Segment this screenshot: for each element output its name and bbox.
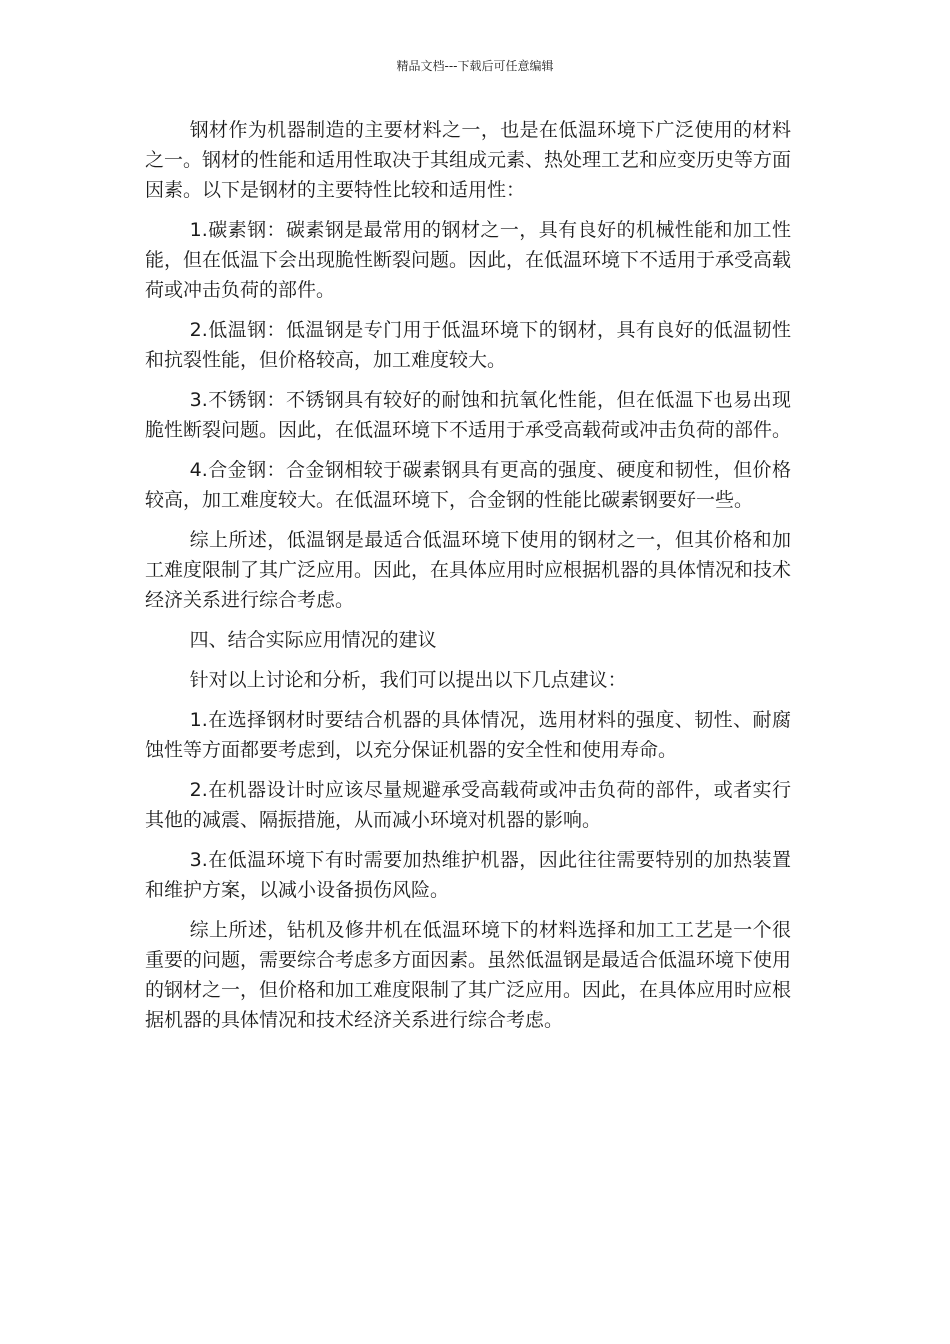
- paragraph-suggestions-intro: 针对以上讨论和分析，我们可以提出以下几点建议：: [189, 669, 627, 691]
- paragraph-intro: 钢材作为机器制造的主要材料之一，也是在低温环境下广泛使用的材料之一。钢材的性能和适用性取决于其组成元素、热处理工艺和应变历史等方面因素。以下是钢材的主要特性比较和适用性：: [145, 119, 792, 201]
- paragraph-alloy-steel: 4.合金钢：合金钢相较于碳素钢具有更高的强度、硬度和韧性，但价格较高，加工难度较大。在低温环境下，合金钢的性能比碳素钢要好一些。: [145, 459, 791, 511]
- document-body: [145, 115, 791, 1045]
- paragraph-carbon-steel: 1.碳素钢：碳素钢是最常用的钢材之一，具有良好的机械性能和加工性能，但在低温下会出现脆性断裂问题。因此，在低温环境下不适用于承受高载荷或冲击负荷的部件。: [145, 219, 792, 301]
- suggestion-item-2: 2.在机器设计时应该尽量规避承受高载荷或冲击负荷的部件，或者实行其他的减震、隔振措施，从而减小环境对机器的影响。: [145, 779, 791, 831]
- page-header: 精品文档---下载后可任意编辑: [396, 59, 554, 73]
- paragraph-summary-1: 综上所述，低温钢是最适合低温环境下使用的钢材之一，但其价格和加工难度限制了其广泛应用。因此，在具体应用时应根据机器的具体情况和技术经济关系进行综合考虑。: [145, 529, 792, 611]
- suggestion-item-3: 3.在低温环境下有时需要加热维护机器，因此往往需要特别的加热装置和维护方案，以减小设备损伤风险。: [145, 849, 791, 901]
- paragraph-low-temp-steel: 2.低温钢：低温钢是专门用于低温环境下的钢材，具有良好的低温韧性和抗裂性能，但价格较高，加工难度较大。: [145, 319, 791, 371]
- paragraph-stainless-steel: 3.不锈钢：不锈钢具有较好的耐蚀和抗氧化性能，但在低温下也易出现脆性断裂问题。因此，在低温环境下不适用于承受高载荷或冲击负荷的部件。: [145, 389, 792, 441]
- section-heading: 四、结合实际应用情况的建议: [189, 629, 437, 651]
- paragraph-conclusion: 综上所述，钻机及修井机在低温环境下的材料选择和加工工艺是一个很重要的问题，需要综合考虑多方面因素。虽然低温钢是最适合低温环境下使用的钢材之一，但价格和加工难度限制了其广泛应用。因此，在具体应用时应根据机器的具体情况和技术经济关系进行综合考虑。: [145, 919, 792, 1031]
- suggestion-item-1: 1.在选择钢材时要结合机器的具体情况，选用材料的强度、韧性、耐腐蚀性等方面都要考虑到，以充分保证机器的安全性和使用寿命。: [145, 709, 791, 761]
